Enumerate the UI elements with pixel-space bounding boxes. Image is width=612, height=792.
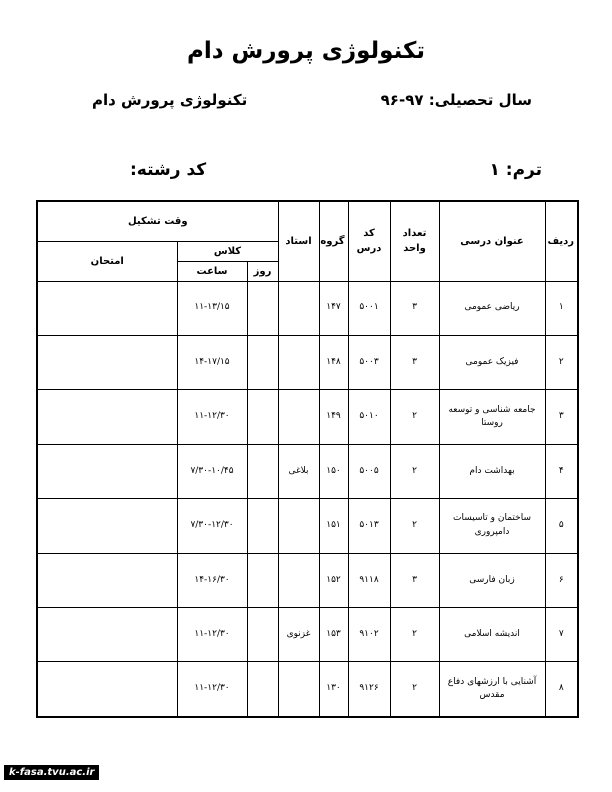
day-cell — [247, 553, 278, 607]
group-cell: ۱۵۰ — [319, 444, 348, 498]
exam-cell — [37, 390, 177, 444]
table-row — [37, 553, 578, 607]
time-cell: ۱۱-۱۲/۳۰ — [177, 390, 247, 444]
term-label: ترم: — [505, 160, 542, 180]
group-cell: ۱۳۰ — [319, 662, 348, 717]
exam-cell — [37, 499, 177, 553]
instructor-cell: غزنوی — [278, 608, 319, 662]
course-code-cell: ۵۰۰۱ — [348, 281, 390, 335]
table-row — [37, 662, 578, 717]
row-no-cell: ۵ — [545, 499, 578, 553]
day-cell — [247, 281, 278, 335]
units-cell: ۳ — [390, 553, 439, 607]
page-title: تکنولوژی پرورش دام — [187, 38, 425, 64]
course-code-cell: ۹۱۰۲ — [348, 608, 390, 662]
header-units: تعداد واحد — [390, 201, 439, 281]
row-no-cell: ۴ — [545, 444, 578, 498]
group-cell: ۱۴۸ — [319, 335, 348, 389]
header-day: روز — [247, 261, 278, 281]
exam-cell — [37, 335, 177, 389]
group-cell: ۱۵۲ — [319, 553, 348, 607]
course-title-cell: آشنایی با ارزشهای دفاع مقدس — [439, 662, 545, 717]
units-cell: ۲ — [390, 662, 439, 717]
term — [489, 160, 542, 180]
time-cell: ۱۴-۱۶/۳۰ — [177, 553, 247, 607]
instructor-cell — [278, 390, 319, 444]
instructor-cell — [278, 335, 319, 389]
units-cell: ۳ — [390, 281, 439, 335]
group-cell: ۱۴۷ — [319, 281, 348, 335]
table-row — [37, 281, 578, 335]
time-cell: ۱۱-۱۳/۱۵ — [177, 281, 247, 335]
day-cell — [247, 499, 278, 553]
time-cell: ۱۱-۱۲/۳۰ — [177, 662, 247, 717]
table-row — [37, 335, 578, 389]
day-cell — [247, 662, 278, 717]
instructor-cell: بلاغی — [278, 444, 319, 498]
exam-cell — [37, 281, 177, 335]
row-no-cell: ۲ — [545, 335, 578, 389]
course-code-cell: ۹۱۲۶ — [348, 662, 390, 717]
major-name: تکنولوژی پرورش دام — [92, 91, 248, 109]
exam-cell — [37, 662, 177, 717]
time-cell: ۱۴-۱۷/۱۵ — [177, 335, 247, 389]
row-no-cell: ۸ — [545, 662, 578, 717]
table-row — [37, 390, 578, 444]
field-code-label: کد رشته: — [130, 160, 207, 180]
course-title-cell: فیزیک عمومی — [439, 335, 545, 389]
group-cell: ۱۴۹ — [319, 390, 348, 444]
term-value: ۱ — [489, 160, 500, 180]
course-title-cell: زبان فارسی — [439, 553, 545, 607]
course-code-cell: ۵۰۱۳ — [348, 499, 390, 553]
header-exam: امتحان — [37, 241, 177, 281]
table-row — [37, 499, 578, 553]
exam-cell — [37, 553, 177, 607]
time-cell: ۷/۳۰-۱۲/۳۰ — [177, 499, 247, 553]
day-cell — [247, 444, 278, 498]
exam-cell — [37, 608, 177, 662]
day-cell — [247, 335, 278, 389]
header-time: ساعت — [177, 261, 247, 281]
row-no-cell: ۱ — [545, 281, 578, 335]
group-cell: ۱۵۳ — [319, 608, 348, 662]
instructor-cell — [278, 281, 319, 335]
course-title-cell: بهداشت دام — [439, 444, 545, 498]
course-code-cell: ۹۱۱۸ — [348, 553, 390, 607]
instructor-cell — [278, 553, 319, 607]
units-cell: ۳ — [390, 335, 439, 389]
instructor-cell — [278, 499, 319, 553]
day-cell — [247, 608, 278, 662]
row-no-cell: ۶ — [545, 553, 578, 607]
site-badge: k-fasa.tvu.ac.ir — [4, 765, 99, 780]
row-no-cell: ۳ — [545, 390, 578, 444]
exam-cell — [37, 444, 177, 498]
group-cell: ۱۵۱ — [319, 499, 348, 553]
header-course-code: کد درس — [348, 201, 390, 281]
course-title-cell: ریاضی عمومی — [439, 281, 545, 335]
course-code-cell: ۵۰۰۵ — [348, 444, 390, 498]
header-row-no: ردیف — [545, 201, 578, 281]
time-cell: ۷/۳۰-۱۰/۴۵ — [177, 444, 247, 498]
header-schedule: وقت تشکیل — [37, 201, 278, 241]
time-cell: ۱۱-۱۲/۳۰ — [177, 608, 247, 662]
academic-year-value: ۹۷-۹۶ — [380, 91, 424, 109]
header-class: کلاس — [177, 241, 278, 261]
course-title-cell: اندیشه اسلامی — [439, 608, 545, 662]
course-code-cell: ۵۰۱۰ — [348, 390, 390, 444]
course-title-cell: جامعه شناسی و توسعه روستا — [439, 390, 545, 444]
row-no-cell: ۷ — [545, 608, 578, 662]
table-row — [37, 444, 578, 498]
course-title-cell: ساختمان و تاسیسات دامپروری — [439, 499, 545, 553]
units-cell: ۲ — [390, 499, 439, 553]
day-cell — [247, 390, 278, 444]
academic-year — [381, 91, 532, 109]
course-code-cell: ۵۰۰۳ — [348, 335, 390, 389]
header-instructor: استاد — [278, 201, 319, 281]
units-cell: ۲ — [390, 444, 439, 498]
units-cell: ۲ — [390, 608, 439, 662]
instructor-cell — [278, 662, 319, 717]
academic-year-label: سال تحصیلی: — [428, 91, 532, 109]
table-row — [37, 608, 578, 662]
schedule-table — [36, 200, 579, 718]
header-group: گروه — [319, 201, 348, 281]
units-cell: ۲ — [390, 390, 439, 444]
header-course-title: عنوان درسی — [439, 201, 545, 281]
